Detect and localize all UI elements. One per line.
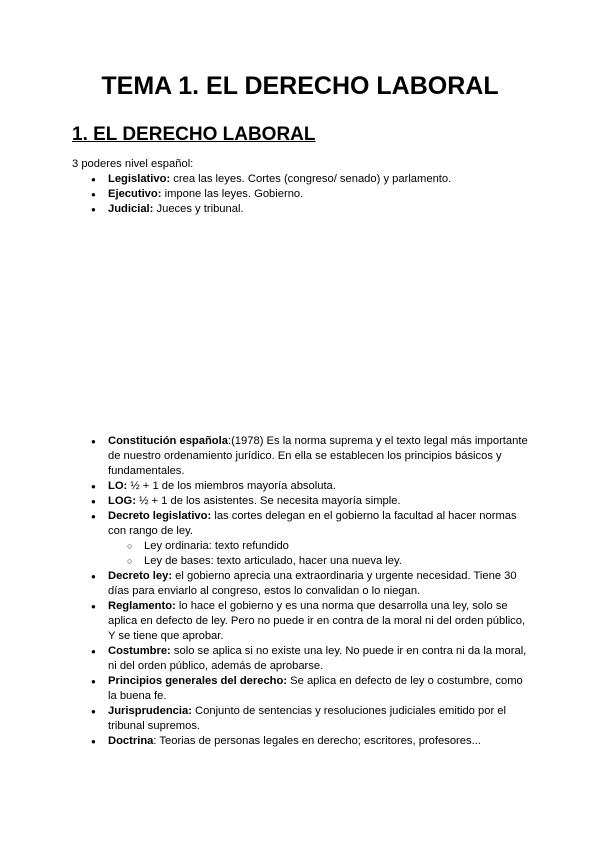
item-term: Decreto legislativo: [108,510,212,522]
item-term: Ejecutivo: [108,188,162,200]
item-text: el gobierno aprecia una extraordinaria y urgente necesidad. Tiene 30 días para enviarlo al congreso, estos lo convalidan o lo niegan. [108,570,517,597]
item-text: crea las leyes. Cortes (congreso/ senado) y parlamento. [170,173,452,185]
item-text: Jueces y tribunal. [153,203,244,215]
list-item [108,434,528,479]
item-text: :(1978) Es la norma suprema y el texto legal más importante de nuestro ordenamiento jurídico. En ella se establecen los principios básicos y fundamentales. [108,435,528,477]
sources-list [108,434,528,749]
list-item [108,187,528,202]
item-text: las cortes delegan en el gobierno la facultad al hacer normas con rango de ley. [108,510,517,537]
item-text: : Teorias de personas legales en derecho; escritores, profesores... [153,735,481,747]
item-term: Judicial: [108,203,154,215]
powers-list [108,172,528,217]
item-text: impone las leyes. Gobierno. [161,188,304,200]
item-term: Constitución española [108,435,228,447]
section-heading: 1. EL DERECHO LABORAL [72,124,316,145]
item-term: Jurisprudencia: [108,705,192,717]
item-text: ½ + 1 de los asistentes. Se necesita mayoría simple. [135,495,401,507]
list-item [108,674,528,704]
list-item [108,599,528,644]
sub-list [108,539,528,569]
intro-text: 3 poderes nivel español: [72,158,194,170]
sub-list-item: ○ Ley ordinaria: texto refundido [144,539,528,554]
item-term: Costumbre: [108,645,171,657]
list-item [108,569,528,599]
list-item [108,509,528,569]
list-item [108,734,528,749]
item-text: ½ + 1 de los miembros mayoría absoluta. [127,480,336,492]
list-item [108,494,528,509]
item-term: Decreto ley: [108,570,173,582]
item-term: Doctrina [108,735,154,747]
list-item [108,644,528,674]
document-title: TEMA 1. EL DERECHO LABORAL [101,72,499,100]
item-term: LO: [108,480,128,492]
item-text: Conjunto de sentencias y resoluciones judiciales emitido por el tribunal supremos. [108,705,506,732]
list-item [108,704,528,734]
item-term: Principios generales del derecho: [108,675,288,687]
item-text: Se aplica en defecto de ley o costumbre, como la buena fe. [108,675,523,702]
list-item [108,479,528,494]
item-text: lo hace el gobierno y es una norma que desarrolla una ley, solo se aplica en defecto de ley. Pero no puede ir en contra de la moral ni del orden público, Y se tiene que aprobar. [108,600,526,642]
item-text: solo se aplica si no existe una ley. No puede ir en contra ni da la moral, ni del orden público, además de aprobarse. [108,645,527,672]
item-term: Reglamento: [108,600,176,612]
item-term: LOG: [108,495,136,507]
list-item [108,202,528,217]
item-term: Legislativo: [108,173,171,185]
list-item [108,172,528,187]
sub-list-item: ○ Ley de bases: texto articulado, hacer una nueva ley. [144,554,528,569]
